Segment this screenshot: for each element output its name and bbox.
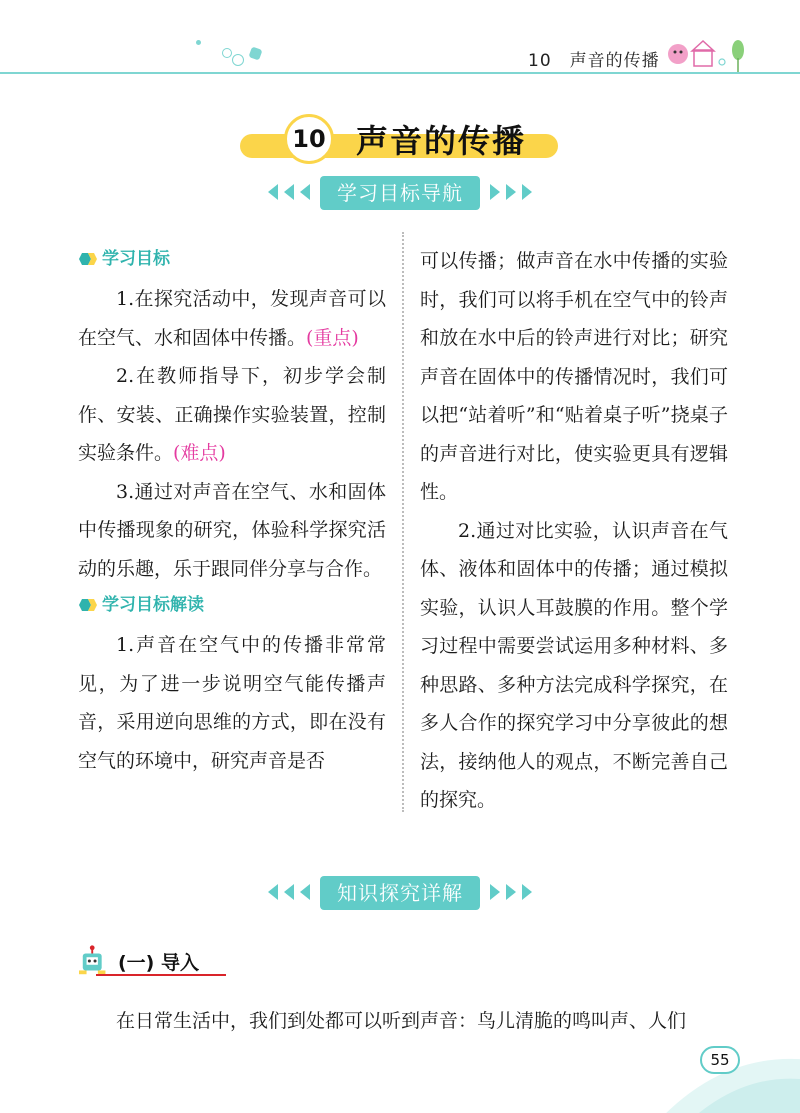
- section-banner-goals: [0, 176, 800, 210]
- arrow-left-icon: [268, 884, 278, 900]
- arrow-left-icon: [284, 184, 294, 200]
- intro-paragraph: 在日常生活中，我们到处都可以听到声音：鸟儿清脆的鸣叫声、人们: [116, 1010, 687, 1032]
- left-column: [78, 242, 386, 780]
- arrow-left-icon: [300, 184, 310, 200]
- hexagon-bullet-icon: [78, 252, 98, 266]
- goal-tag-key-point: (重点): [306, 326, 359, 349]
- arrow-right-icon: [522, 184, 532, 200]
- arrow-left-icon: [300, 884, 310, 900]
- goal-item-2: 2.在教师指导下，初步学会制作、安装、正确操作实验装置，控制实验条件。(难点): [78, 365, 386, 464]
- subsection-heading-intro: (一) 导入: [118, 952, 199, 974]
- header-illustration-icon: [664, 30, 754, 74]
- arrow-right-icon: [506, 184, 516, 200]
- arrow-right-icon: [506, 884, 516, 900]
- subheading-goals: 学习目标: [78, 242, 386, 280]
- column-divider: [402, 232, 404, 812]
- section-banner-goals-label: 学习目标导航: [320, 176, 480, 210]
- section-banner-explain: [0, 876, 800, 910]
- arrow-right-icon: [490, 184, 500, 200]
- goal-item-3: 3.通过对声音在空气、水和固体中传播现象的研究，体验科学探究活动的乐趣，乐于跟同伴分享与合作。: [78, 480, 386, 580]
- goal-item-1: 1.在探究活动中，发现声音可以在空气、水和固体中传播。(重点): [78, 288, 386, 349]
- lesson-title: [240, 114, 560, 160]
- header-chapter-number: 10: [528, 51, 552, 71]
- subsection-heading-underline: [96, 974, 226, 976]
- header-rule: [0, 72, 800, 74]
- hexagon-bullet-icon: [78, 598, 98, 612]
- arrow-left-icon: [268, 184, 278, 200]
- goal-tag-difficult-point: (难点): [173, 442, 226, 464]
- arrow-right-icon: [522, 884, 532, 900]
- reading-item-1-continued: 可以传播；做声音在水中传播的实验时，我们可以将手机在空气中的铃声和放在水中后的铃声进行对比；研究声音在固体中的传播情况时，我们可以把“站着听”和“贴着桌子听”挠桌子的声音进行对比，使实验更具有逻辑性。: [420, 250, 728, 503]
- header-chapter-title: 声音的传播: [569, 51, 660, 71]
- page-number: 55: [700, 1046, 740, 1074]
- lesson-number-badge: 10: [284, 114, 334, 164]
- arrow-right-icon: [490, 884, 500, 900]
- section-banner-explain-label: 知识探究详解: [320, 876, 480, 910]
- subheading-goal-reading: 学习目标解读: [78, 588, 386, 626]
- robot-mascot-icon: [78, 944, 114, 978]
- reading-item-2: 2.通过对比实验，认识声音在气体、液体和固体中的传播；通过模拟实验，认识人耳鼓膜的作用。整个学习过程中需要尝试运用多种材料、多种思路、多种方法完成科学探究，在多人合作的探究学习中分享彼此的想法，接纳他人的观点，不断完善自己的探究。: [420, 519, 728, 811]
- reading-item-1: 1.声音在空气中的传播非常常见，为了进一步说明空气能传播声音，采用逆向思维的方式，即在没有空气的环境中，研究声音是否: [78, 634, 386, 772]
- arrow-left-icon: [284, 884, 294, 900]
- lesson-title-text: 声音的传播: [356, 122, 527, 160]
- right-column: [420, 242, 728, 820]
- running-header: [528, 46, 660, 71]
